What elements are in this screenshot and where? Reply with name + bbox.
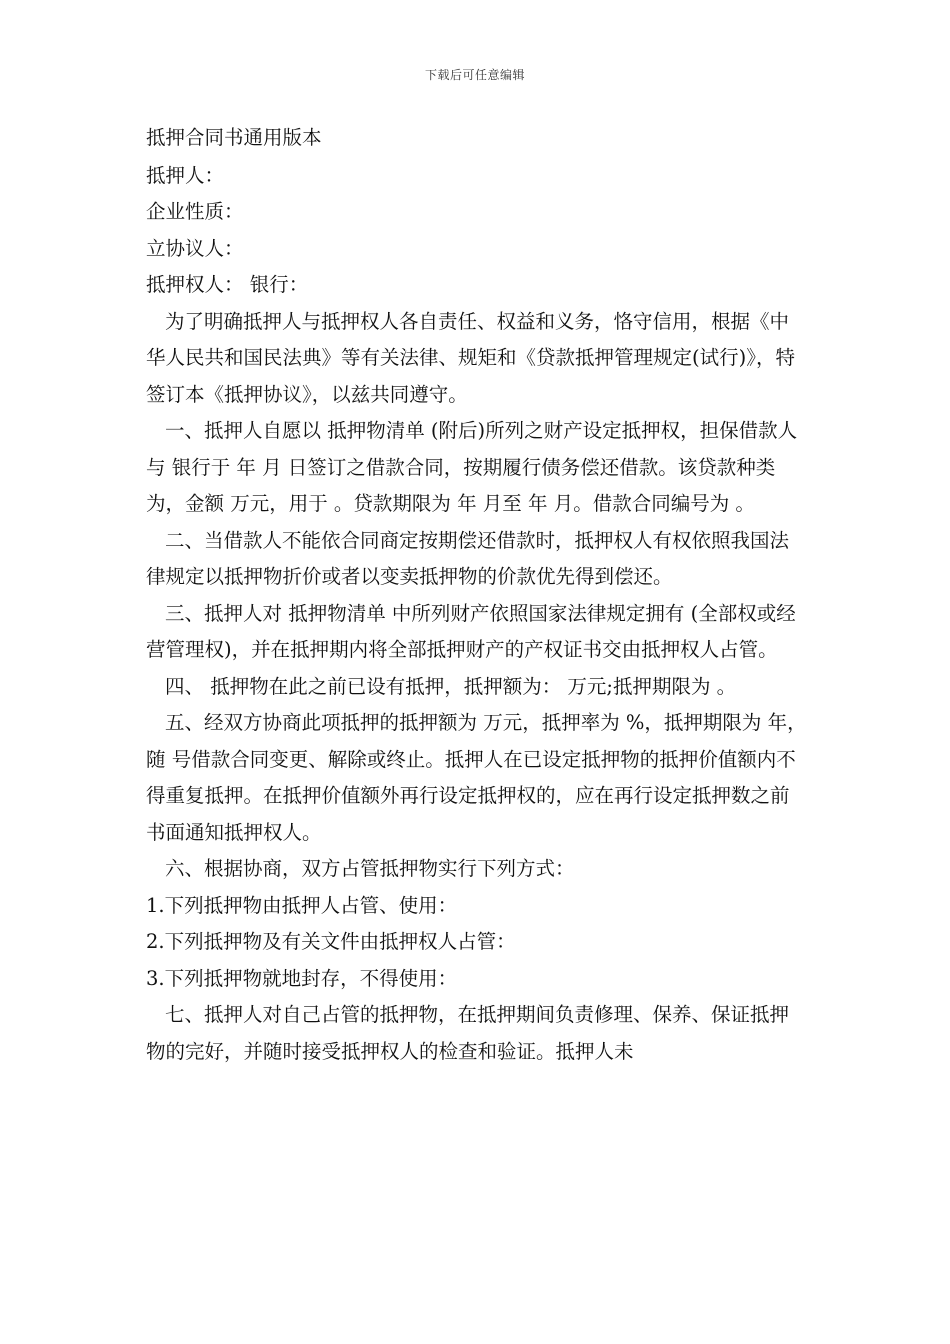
field-mortgagee-bank: 抵押权人： 银行： xyxy=(146,273,309,296)
paragraph-clause-1: 一、抵押人自愿以 抵押物清单 (附后)所列之财产设定抵押权，担保借款人 与 银行于 年 月 日签订之借款合同，按期履行债务偿还借款。该贷款种类为，金额 万元，用于 。贷款期限为 年 月至 年 月。借款合同编号为 。 xyxy=(146,419,798,515)
document-body xyxy=(146,120,808,1070)
list-item: 2.下列抵押物及有关文件由抵押权人占管： xyxy=(146,930,516,953)
paragraph-clause-4: 四、 抵押物在此之前已设有抵押，抵押额为： 万元;抵押期限为 。 xyxy=(165,674,737,698)
paragraph-clause-5: 五、经双方协商此项抵押的抵押额为 万元，抵押率为 %，抵押期限为 年，随 号借款合同变更、解除或终止。抵押人在已设定抵押物的抵押价值额内不得重复抵押。在抵押价值额外再行设定抵押权的，应在再行设定抵押数之前书面通知抵押权人。 xyxy=(146,711,807,844)
paragraph-clause-3: 三、抵押人对 抵押物清单 中所列财产依照国家法律规定拥有 (全部权或经营管理权)，并在抵押期内将全部抵押财产的产权证书交由抵押权人占管。 xyxy=(146,601,796,661)
paragraph-clause-7: 七、抵押人对自己占管的抵押物，在抵押期间负责修理、保养、保证抵押物的完好，并随时接受抵押权人的检查和验证。抵押人未 xyxy=(146,1003,790,1063)
paragraph-clause-2: 二、当借款人不能依合同商定按期偿还借款时，抵押权人有权依照我国法律规定以抵押物折价或者以变卖抵押物的价款优先得到偿还。 xyxy=(146,528,790,588)
list-item: 3.下列抵押物就地封存，不得使用： xyxy=(146,966,458,990)
field-agreement-party: 立协议人： xyxy=(146,236,244,260)
field-enterprise-nature: 企业性质： xyxy=(146,200,244,223)
list-item: 1.下列抵押物由抵押人占管、使用： xyxy=(146,893,458,917)
paragraph-preamble: 为了明确抵押人与抵押权人各自责任、权益和义务，恪守信用，根据《中华人民共和国民法典》等有关法律、规矩和《贷款抵押管理规定(试行)》，特签订本《抵押协议》，以兹共同遵守。 xyxy=(146,309,795,406)
field-mortgagor: 抵押人： xyxy=(146,163,225,187)
paragraph-clause-6: 六、根据协商，双方占管抵押物实行下列方式： xyxy=(165,857,575,880)
document-title: 抵押合同书通用版本 xyxy=(146,126,322,149)
header-note: 下载后可任意编辑 xyxy=(424,68,525,82)
